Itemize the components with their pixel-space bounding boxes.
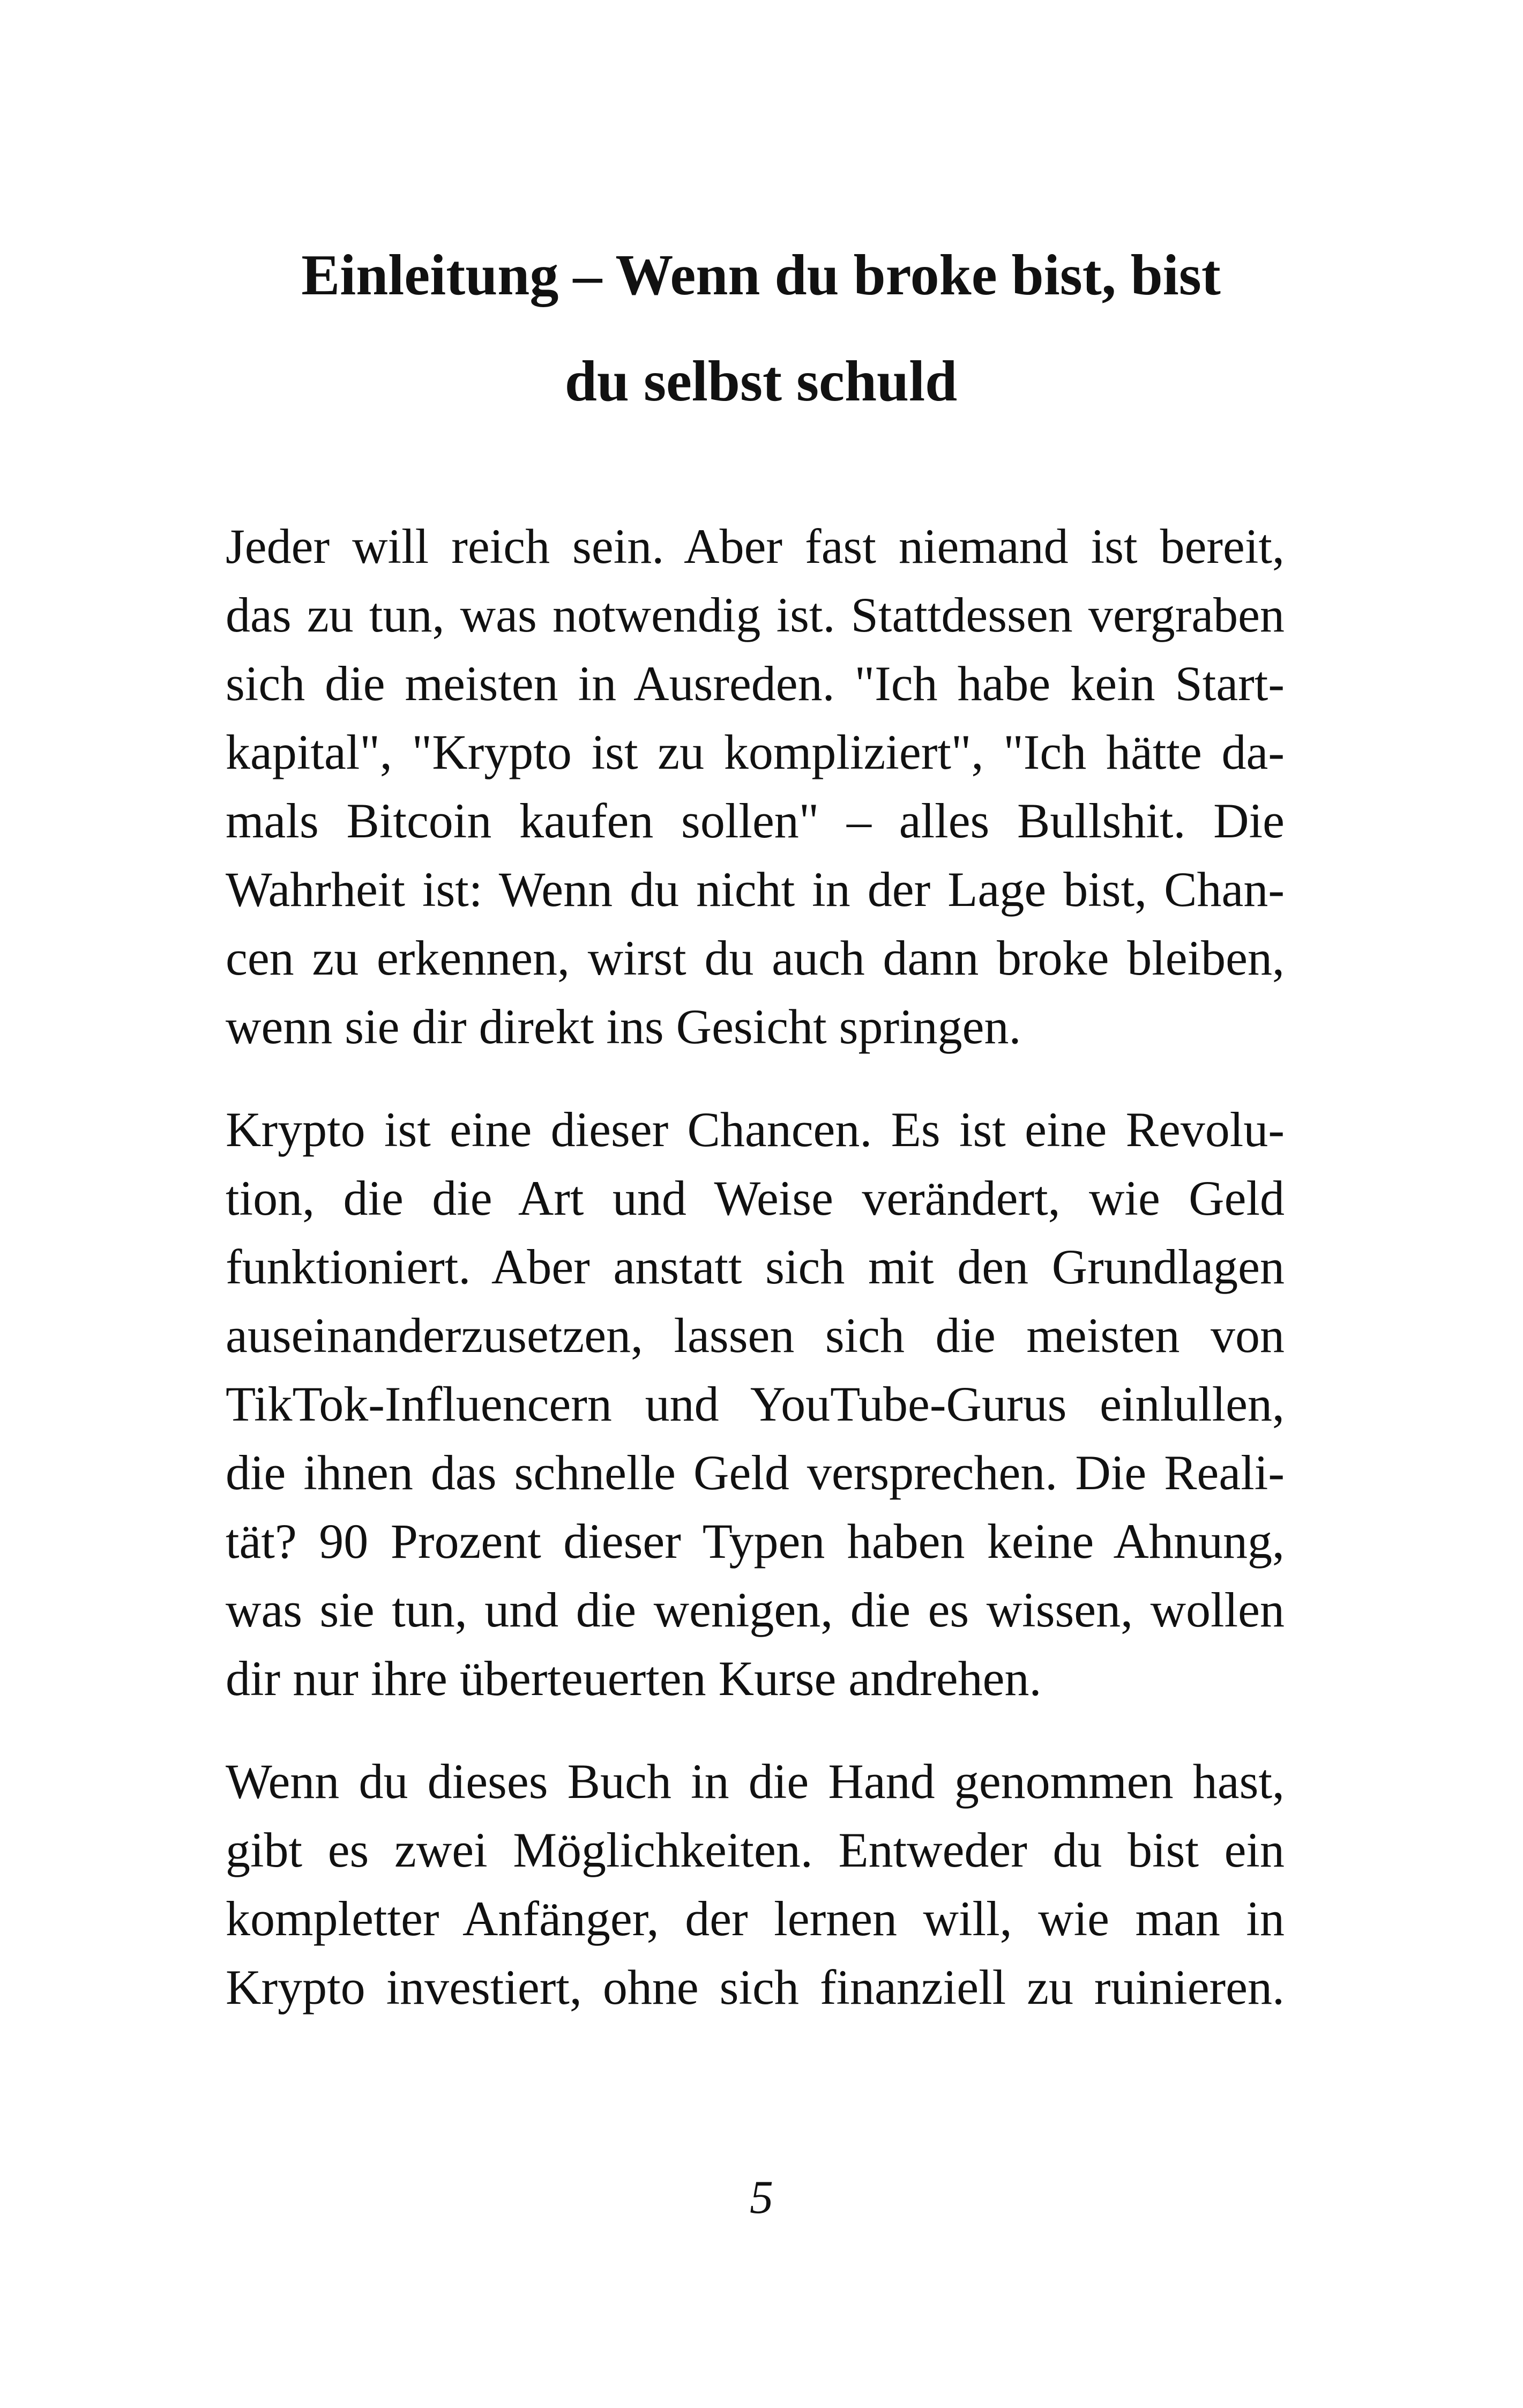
text-line: funktioniert. Aber anstatt sich mit den Grundlagen: [226, 1239, 1285, 1294]
text-line: kompletter Anfänger, der lernen will, wie man in: [226, 1891, 1285, 1946]
text-line: Krypto investiert, ohne sich finanziell zu ruinieren.: [226, 1960, 1285, 2015]
chapter-title: [225, 222, 1297, 435]
text-line: gibt es zwei Möglichkeiten. Entweder du bist ein: [226, 1823, 1285, 1877]
chapter-title-line: Einleitung – Wenn du broke bist, bist: [301, 243, 1221, 307]
text-line: Wahrheit ist: Wenn du nicht in der Lage bist, Chan-: [226, 862, 1285, 917]
paragraph-2: [226, 1095, 1285, 1713]
paragraph-3: [226, 1747, 1285, 2021]
text-line: wenn sie dir direkt ins Gesicht springen.: [226, 999, 1021, 1054]
text-line: die ihnen das schnelle Geld versprechen. Die Reali-: [226, 1445, 1285, 1500]
text-line: Wenn du dieses Buch in die Hand genommen hast,: [226, 1754, 1285, 1809]
text-line: mals Bitcoin kaufen sollen" – alles Bullshit. Die: [226, 793, 1285, 848]
text-line: tät? 90 Prozent dieser Typen haben keine Ahnung,: [226, 1514, 1285, 1569]
text-line: sich die meisten in Ausreden. "Ich habe kein Start-: [226, 656, 1285, 711]
text-line: Krypto ist eine dieser Chancen. Es ist eine Revolu-: [226, 1102, 1285, 1157]
body-text: [226, 512, 1285, 2056]
text-line: tion, die die Art und Weise verändert, wie Geld: [226, 1171, 1285, 1225]
text-line: das zu tun, was notwendig ist. Stattdessen vergraben: [226, 588, 1285, 642]
text-line: auseinanderzusetzen, lassen sich die meisten von: [226, 1308, 1285, 1363]
text-line: was sie tun, und die wenigen, die es wissen, wollen: [226, 1582, 1285, 1637]
page-number: 5: [750, 2172, 773, 2224]
text-line: cen zu erkennen, wirst du auch dann broke bleiben,: [226, 931, 1285, 985]
text-line: TikTok-Influencern und YouTube-Gurus einlullen,: [226, 1377, 1285, 1431]
paragraph-1: [226, 512, 1285, 1061]
chapter-title-line: du selbst schuld: [564, 350, 958, 413]
text-line: kapital", "Krypto ist zu kompliziert", "Ich hätte da-: [226, 725, 1285, 779]
text-line: dir nur ihre überteuerten Kurse andrehen.: [226, 1651, 1042, 1706]
text-line: Jeder will reich sein. Aber fast niemand ist bereit,: [226, 519, 1285, 574]
